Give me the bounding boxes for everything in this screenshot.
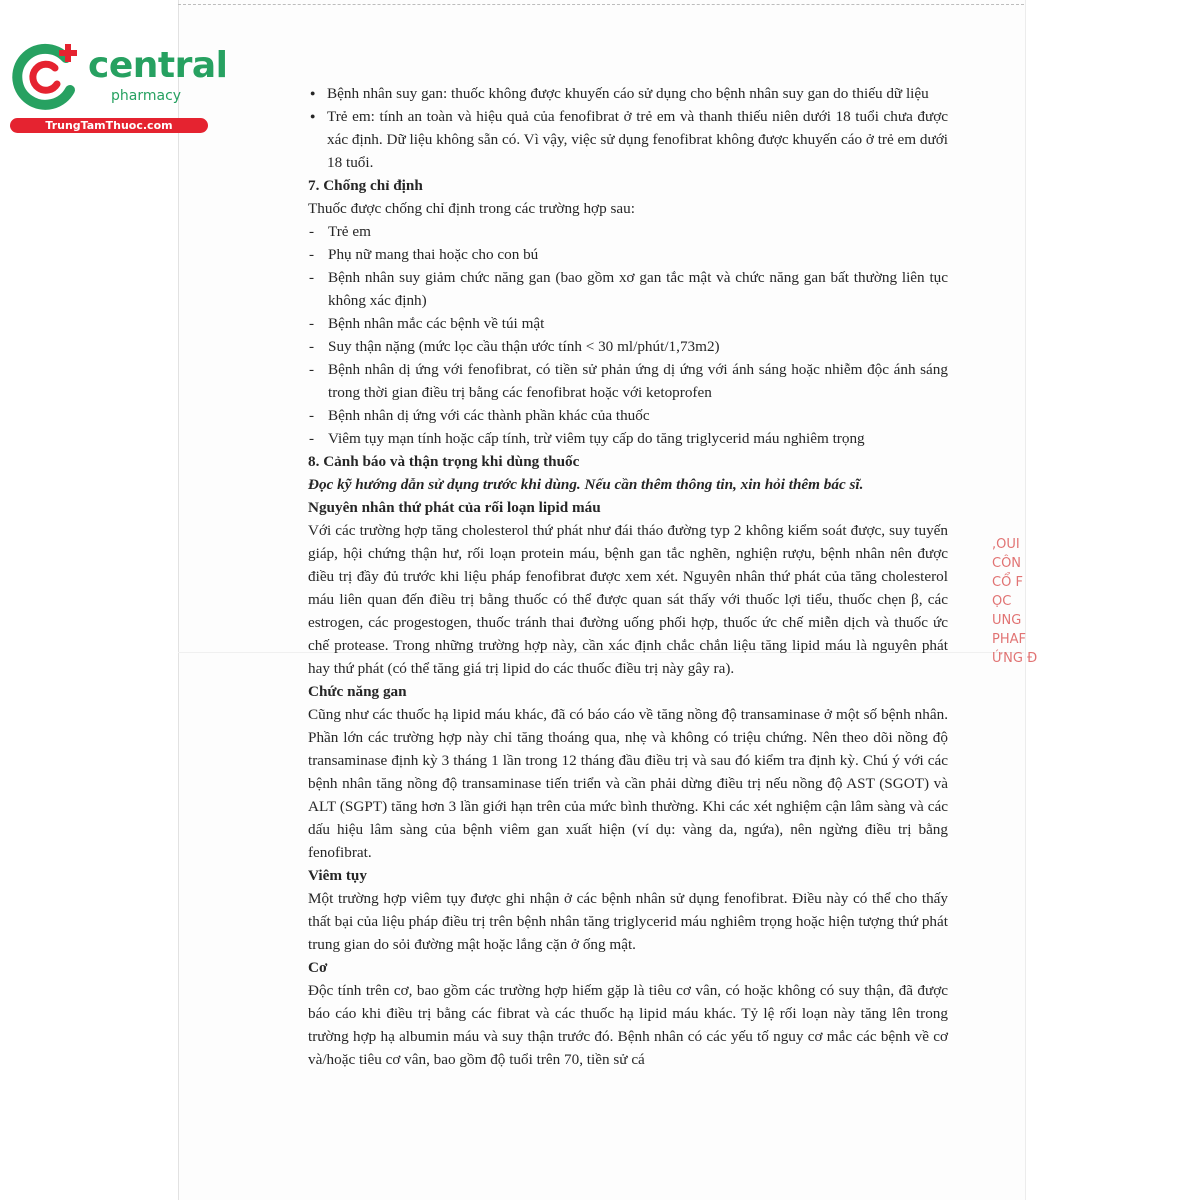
paragraph-pancreatitis: Một trường hợp viêm tụy được ghi nhận ở các bệnh nhân sử dụng fenofibrat. Điều này có thể cho thấy thất bại của liệu pháp điều trị trên bệnh nhân tăng triglycerid máu nghiêm trọng hoặc hiện tượng thứ phát trung gian do sỏi đường mật hoặc lắng cặn ở ống mật. xyxy=(308,890,948,953)
contraindication-item: - Phụ nữ mang thai hoặc cho con bú xyxy=(308,243,948,266)
stamp-line: UNG xyxy=(992,613,1022,628)
subheading-muscle: Cơ xyxy=(308,959,328,976)
stamp-line: ,OUI xyxy=(992,537,1020,552)
bullet-item: ● Trẻ em: tính an toàn và hiệu quả của fenofibrat ở trẻ em và thanh thiếu niên dưới 18 tuổi chưa được xác định. Dữ liệu không sẵn có. Vì vậy, việc sử dụng fenofibrat không được khuyến cáo ở trẻ em dưới 18 tuổi. xyxy=(308,105,948,174)
subheading-liver-function: Chức năng gan xyxy=(308,683,407,700)
contraindication-item: - Bệnh nhân mắc các bệnh về túi mật xyxy=(308,312,948,335)
stamp-line: ỌC xyxy=(992,594,1012,609)
stamp-line: ỨNG Đ xyxy=(992,651,1038,666)
logo-brand-name: central xyxy=(88,45,228,86)
contraindication-item: - Bệnh nhân suy giảm chức năng gan (bao gồm xơ gan tắc mật và chức năng gan bất thường liên tục không xác định) xyxy=(308,266,948,312)
paragraph-muscle: Độc tính trên cơ, bao gồm các trường hợp hiếm gặp là tiêu cơ vân, có hoặc không có suy thận, đã được báo cáo khi điều trị bằng các fibrat và các thuốc hạ lipid máu khác. Tỷ lệ rối loạn này tăng lên trong trường hợp hạ albumin máu và suy thận trước đó. Bệnh nhân có các yếu tố nguy cơ mắc các bệnh về cơ và/hoặc tiêu cơ vân, bao gồm độ tuổi trên 70, tiền sử cá xyxy=(308,982,948,1068)
stamp-line: CÔN xyxy=(992,556,1022,571)
red-stamp-fragment xyxy=(992,535,1038,685)
stamp-line: PHAF xyxy=(992,632,1026,647)
section-7-intro: Thuốc được chống chỉ định trong các trường hợp sau: xyxy=(308,200,635,217)
contraindication-item: - Viêm tụy mạn tính hoặc cấp tính, trừ viêm tụy cấp do tăng triglycerid máu nghiêm trọng xyxy=(308,427,948,450)
bullet-item: ● Bệnh nhân suy gan: thuốc không được khuyến cáo sử dụng cho bệnh nhân suy gan do thiếu dữ liệu xyxy=(308,82,948,105)
subheading-pancreatitis: Viêm tụy xyxy=(308,867,367,884)
central-pharmacy-logo xyxy=(10,36,228,136)
section-8-heading: 8. Cảnh báo và thận trọng khi dùng thuốc xyxy=(308,453,580,470)
document-body xyxy=(308,82,948,1071)
warning-notice: Đọc kỹ hướng dẫn sử dụng trước khi dùng. Nếu cần thêm thông tin, xin hỏi thêm bác sĩ. xyxy=(308,476,864,493)
logo-subtitle: pharmacy xyxy=(111,88,182,104)
paragraph-liver-function: Cũng như các thuốc hạ lipid máu khác, đã có báo cáo về tăng nồng độ transaminase ở một số bệnh nhân. Phần lớn các trường hợp này chỉ tăng thoáng qua, nhẹ và không có triệu chứng. Nên theo dõi nồng độ transaminase định kỳ 3 tháng 1 lần trong 12 tháng đầu điều trị và sau đó kiểm tra định kỳ. Chú ý với các bệnh nhân tăng nồng độ transaminase tiến triển và cần phải dừng điều trị nếu nồng độ AST (SGOT) và ALT (SGPT) tăng hơn 3 lần giới hạn trên của mức bình thường. Khi các xét nghiệm cận lâm sàng và các dấu hiệu lâm sàng của bệnh viêm gan xuất hiện (ví dụ: vàng da, ngứa), nên ngừng điều trị bằng fenofibrat. xyxy=(308,706,948,861)
logo-website: TrungTamThuoc.com xyxy=(10,118,208,133)
scan-edge xyxy=(178,4,1024,5)
pharmacy-logo-icon xyxy=(10,40,86,116)
contraindication-item: - Trẻ em xyxy=(308,220,948,243)
contraindication-item: - Bệnh nhân dị ứng với các thành phần khác của thuốc xyxy=(308,404,948,427)
contraindication-item: - Suy thận nặng (mức lọc cầu thận ước tính < 30 ml/phút/1,73m2) xyxy=(308,335,948,358)
subheading-secondary-causes: Nguyên nhân thứ phát của rối loạn lipid máu xyxy=(308,499,601,516)
paragraph-secondary-causes: Với các trường hợp tăng cholesterol thứ phát như đái tháo đường typ 2 không kiểm soát được, suy tuyến giáp, hội chứng thận hư, rối loạn protein máu, bệnh gan tắc nghẽn, nghiện rượu, bệnh nhân nên được điều trị đầy đủ trước khi liệu pháp fenofibrat được xem xét. Nguyên nhân thứ phát của tăng cholesterol máu liên quan đến điều trị bằng thuốc có thể được quan sát thấy với thuốc lợi tiểu, thuốc chẹn β, các estrogen, các progestogen, thuốc tránh thai đường uống phối hợp, thuốc ức chế miễn dịch và thuốc ức chế protease. Trong những trường hợp này, cần xác định chắc chắn liệu tăng lipid máu là nguyên phát hay thứ phát (có thể tăng giá trị lipid do các thuốc điều trị này gây ra). xyxy=(308,522,948,677)
stamp-line: CỔ F xyxy=(992,575,1023,590)
section-7-heading: 7. Chống chỉ định xyxy=(308,177,423,194)
contraindication-item: - Bệnh nhân dị ứng với fenofibrat, có tiền sử phản ứng dị ứng với ánh sáng hoặc nhiễm độc ánh sáng trong thời gian điều trị bằng các fenofibrat hoặc với ketoprofen xyxy=(308,358,948,404)
